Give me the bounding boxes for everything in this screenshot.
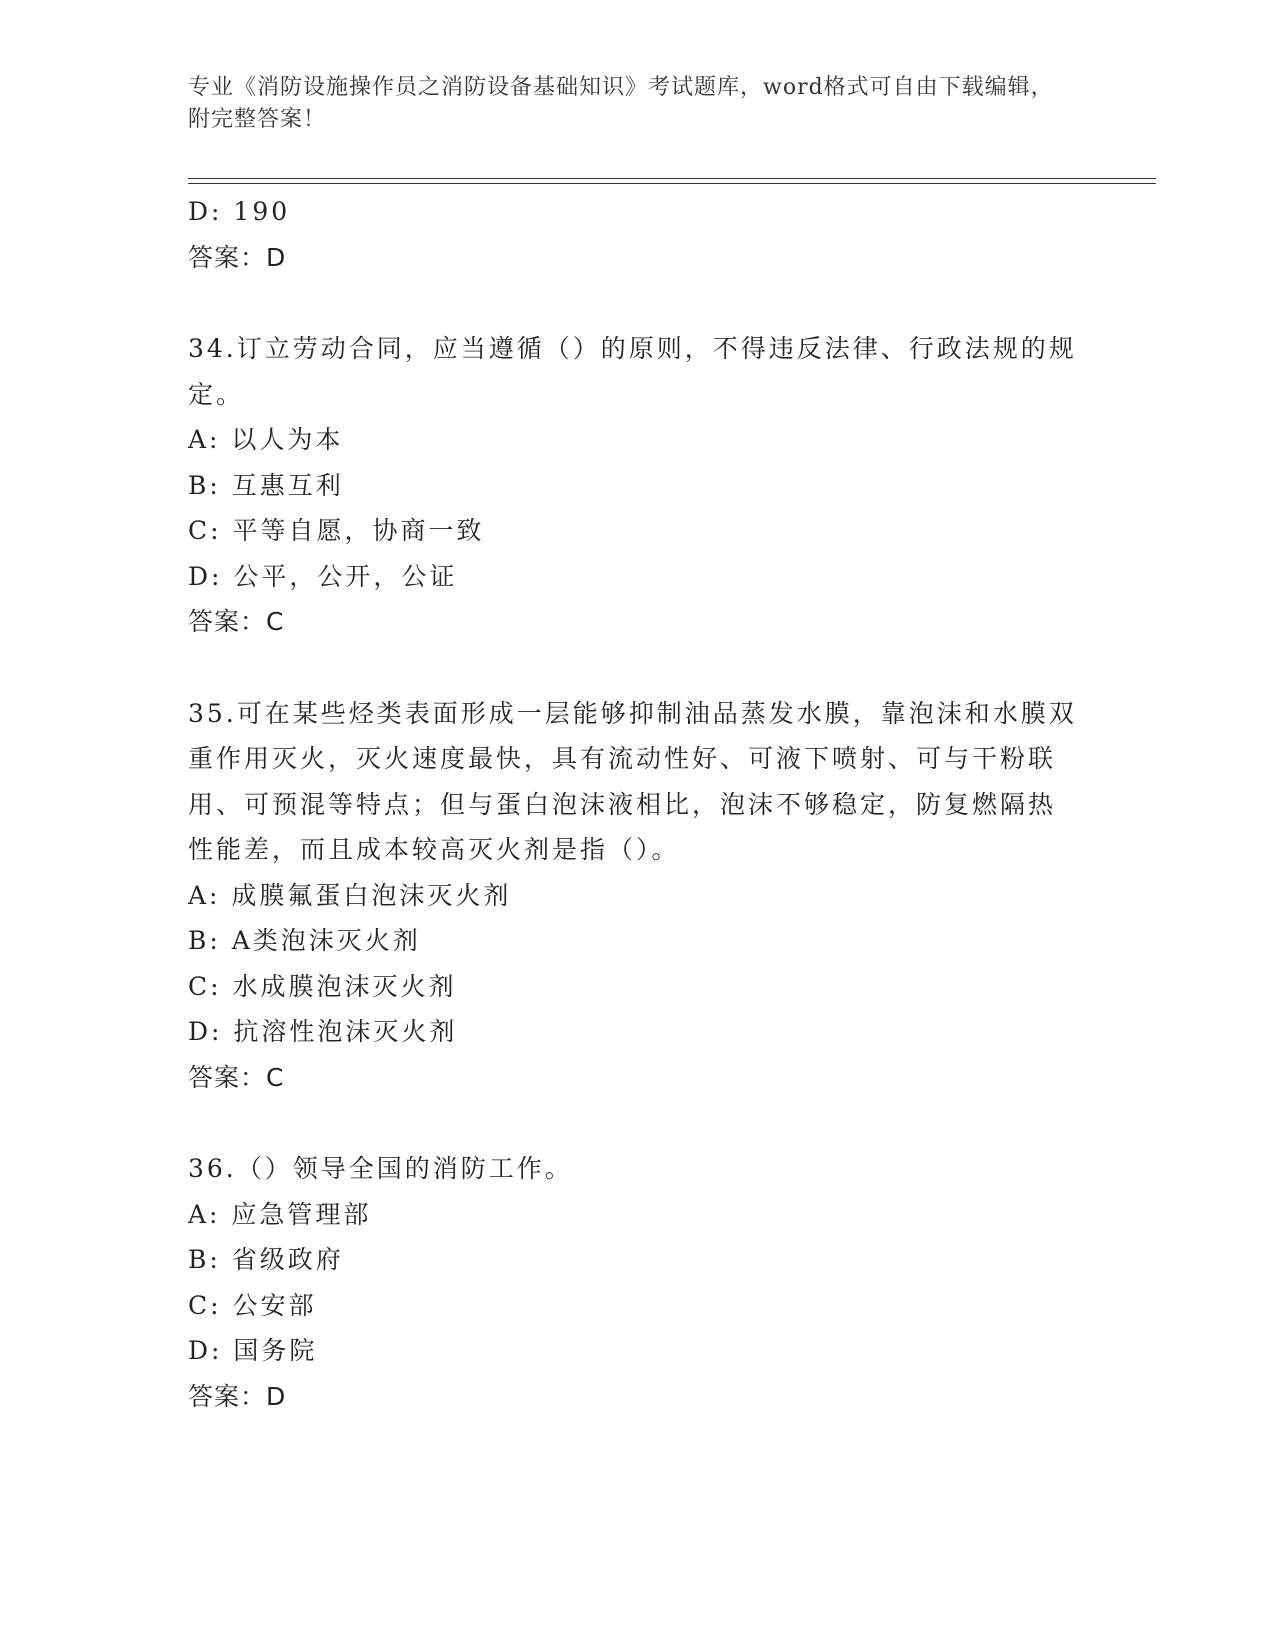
question-stem: 35.可在某些烃类表面形成一层能够抑制油品蒸发水膜，靠泡沫和水膜双重作用灭火，灭火速度最快，具有流动性好、可液下喷射、可与干粉联用、可预混等特点；但与蛋白泡沫液相比，泡沫不够稳定，防复燃隔热性能差，而且成本较高灭火剂是指（）。 [188,698,1077,864]
option-d: D: 国务院 [188,1336,318,1365]
option-b: B: 互惠互利 [188,470,344,500]
question-35 [188,691,1088,1101]
answer-line: 答案：C [188,607,285,636]
spacer [188,1100,1088,1146]
answer-line: 答案：D [188,1381,287,1411]
option-b: B: A类泡沫灭火剂 [188,926,421,955]
option-c: C: 水成膜泡沫灭火剂 [188,971,457,1001]
header-rule-top [188,178,1156,179]
prev-option-d: D: 190 [188,197,291,226]
option-d: D: 公平，公开，公证 [188,561,458,591]
option-a: A: 应急管理部 [188,1199,372,1229]
spacer [188,645,1088,691]
question-36 [188,1146,1088,1419]
option-c: C: 平等自愿，协商一致 [188,516,485,545]
question-34 [188,326,1088,645]
document-header: 专业《消防设施操作员之消防设备基础知识》考试题库，word格式可自由下载编辑，附完整答案！ [188,75,1054,132]
question-stem: 36.（）领导全国的消防工作。 [188,1154,573,1183]
option-c: C: 公安部 [188,1290,317,1320]
question-stem: 34.订立劳动合同，应当遵循（）的原则，不得违反法律、行政法规的规定。 [188,334,1077,409]
option-d: D: 抗溶性泡沫灭火剂 [188,1017,458,1046]
prev-answer: 答案：D [188,242,287,272]
option-b: B: 省级政府 [188,1245,344,1274]
option-a: A: 以人为本 [188,425,344,454]
option-a: A: 成膜氟蛋白泡沫灭火剂 [188,880,512,910]
question-content [188,189,1088,1419]
answer-line: 答案：C [188,1062,285,1092]
spacer [188,280,1088,326]
header-rule-bottom [188,183,1156,184]
